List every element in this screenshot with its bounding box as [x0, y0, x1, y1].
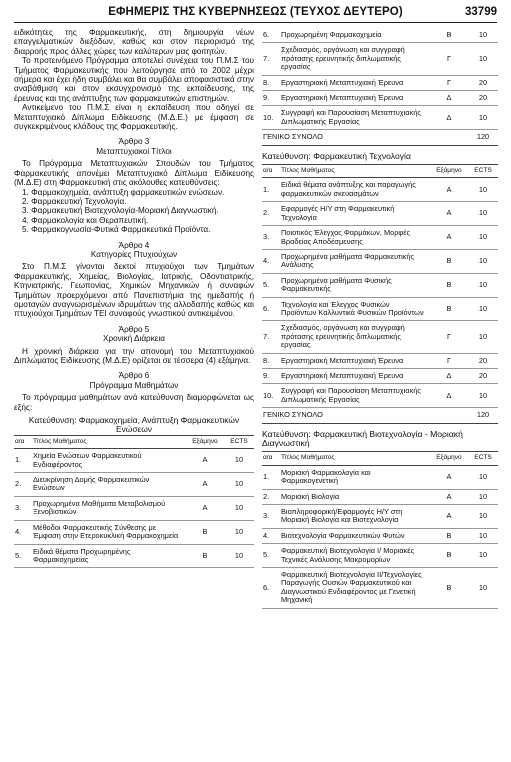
col-header-ects: ECTS: [468, 165, 498, 178]
table-row: [262, 368, 498, 383]
col-header-semester: Εξάμηνο: [430, 452, 468, 465]
ects-value: 10: [224, 449, 254, 473]
semester: Α: [186, 449, 224, 473]
ects-value: 10: [224, 544, 254, 568]
row-number: 5.: [262, 273, 280, 297]
semester: Α: [186, 473, 224, 497]
semester: Γ: [430, 321, 468, 353]
course-title: Σχεδιασμός, οργάνωση και συγγραφή πρότασης ερευνητικής διπλωματικής εργασίας: [280, 321, 430, 353]
ects-value: 10: [468, 202, 498, 226]
semester: Δ: [430, 384, 468, 408]
ects-value: 10: [468, 568, 498, 609]
ects-value: 10: [468, 178, 498, 202]
ects-value: 10: [468, 384, 498, 408]
semester: Β: [430, 568, 468, 609]
ects-value: 20: [468, 368, 498, 383]
left-column: [14, 28, 254, 568]
course-title: Βιοτεχνολογία Φαρμακευτικών Φυτών: [280, 528, 430, 543]
row-number: 4.: [14, 520, 32, 544]
ects-value: 10: [468, 273, 498, 297]
table-row: [14, 520, 254, 544]
course-title: Εργαστηριακή Μεταπτυχιακή Έρευνα: [280, 75, 430, 90]
semester: Β: [430, 544, 468, 568]
table-row: [262, 43, 498, 75]
total-value: 120: [468, 408, 498, 423]
ects-value: 10: [468, 106, 498, 130]
article-heading: Άρθρο 4: [118, 240, 150, 250]
row-number: 6.: [262, 297, 280, 321]
semester: Α: [430, 465, 468, 489]
course-title: Προχωρημένα Μαθήματα Μεταβολισμού Ξενοβιοτικών: [32, 496, 186, 520]
semester: Α: [430, 226, 468, 250]
semester: Α: [430, 178, 468, 202]
semester: Α: [430, 202, 468, 226]
course-title: Προχωρημένη Φαρμακοχημεία: [280, 28, 430, 43]
row-number: 3.: [262, 505, 280, 529]
table-row: [262, 321, 498, 353]
article-heading: Άρθρο 6: [118, 371, 150, 381]
semester: Β: [430, 273, 468, 297]
course-title: Μοριακή Βιολογία: [280, 489, 430, 504]
col-header-num: α/α: [262, 452, 280, 465]
paragraph: Το προτεινόμενο Πρόγραμμα αποτελεί συνέχεια του Π.Μ.Σ του Τμήματος Φαρμακευτικής που λειτούργησε από το 2002 μέχρι σήμερα και έχει ήδη συμβάλει και θα συμβάλει αποφασιστικά στην αναβάθμιση και στον εκσυγχρονισμό της εκπαίδευσης, της έρευνας και της ανάπτυξης των φαρμακευτικών επιστημών.: [14, 56, 254, 103]
semester: Β: [430, 297, 468, 321]
col-header-semester: Εξάμηνο: [186, 435, 224, 448]
semester: Δ: [430, 368, 468, 383]
row-number: 6.: [262, 568, 280, 609]
row-number: 2.: [262, 202, 280, 226]
row-number: 1.: [262, 465, 280, 489]
article-heading: Άρθρο 5: [118, 324, 150, 334]
course-title: Εργαστηριακή Μεταπτυχιακή Έρευνα: [280, 353, 430, 368]
ects-value: 10: [224, 496, 254, 520]
semester: Β: [430, 528, 468, 543]
specialization-item: 4. Φαρμακολογία και Θεραπευτική.: [22, 215, 149, 225]
ects-value: 10: [224, 520, 254, 544]
table-row: [14, 544, 254, 568]
semester: Δ: [430, 106, 468, 130]
ects-value: 10: [468, 505, 498, 529]
semester: Γ: [430, 353, 468, 368]
course-title: Φαρμακευτική Βιοτεχνολογία Ι/ Μοριακές Τεχνικές Ανάλυσης Μακρομορίων: [280, 544, 430, 568]
col-header-course: Τίτλος Μαθήματος: [280, 452, 430, 465]
semester: Γ: [430, 75, 468, 90]
course-title: Εργαστηριακή Μεταπτυχιακή Έρευνα: [280, 368, 430, 383]
paragraph: Το Πρόγραμμα Μεταπτυχιακών Σπουδών του Τμήματος Φαρμακευτικής απονέμει Μεταπτυχιακό Δίπλωμα Ειδίκευσης (Μ.Δ.Ε) στη Φαρμακευτική στις ακόλουθες κατευθύνσεις:: [14, 159, 254, 188]
direction-title: Κατεύθυνση: Φαρμακοχημεία, Ανάπτυξη Φαρμακευτικών Ενώσεων: [28, 415, 240, 435]
specialization-item: 5. Φαρμακογνωσία-Φυτικά Φαρμακευτικά Προϊόντα.: [22, 225, 211, 235]
semester: Δ: [430, 91, 468, 106]
page-number: 33799: [465, 6, 497, 18]
course-title: Τεχνολογία και Έλεγχος Φυσικών Προϊόντων Καλλυντικά Φυσικών Προϊόντων: [280, 297, 430, 321]
gazette-title: ΕΦΗΜΕΡΙΣ ΤΗΣ ΚΥΒΕΡΝΗΣΕΩΣ (ΤΕΥΧΟΣ ΔΕΥΤΕΡΟ): [108, 6, 403, 18]
table-row: [262, 353, 498, 368]
table-row: [262, 106, 498, 130]
row-number: 10.: [262, 384, 280, 408]
semester: Β: [430, 249, 468, 273]
course-table-pharmacochemistry-cont: [262, 28, 498, 146]
row-number: 5.: [262, 544, 280, 568]
col-header-num: α/α: [262, 165, 280, 178]
ects-value: 20: [468, 75, 498, 90]
col-header-num: α/α: [14, 435, 32, 448]
ects-value: 10: [468, 297, 498, 321]
col-header-semester: Εξάμηνο: [430, 165, 468, 178]
row-number: 4.: [262, 528, 280, 543]
semester: Α: [430, 489, 468, 504]
table-row: [262, 489, 498, 504]
semester: Β: [186, 520, 224, 544]
course-title: Φαρμακευτική Βιοτεχνολογία ΙΙ/Τεχνολογίες Παραγωγής Ουσιών Φαρμακευτικού και Διαγνωστικού Ενδιαφέροντος με Γενετική Μηχανική: [280, 568, 430, 609]
article-title: Χρονική Διάρκεια: [102, 334, 166, 344]
article-title: Πρόγραμμα Μαθημάτων: [89, 380, 179, 390]
table-row: [262, 75, 498, 90]
course-title: Μέθοδοι Φαρμακευτικής Σύνθεσης με Έμφαση στην Ετεροκυκλική Φαρμακοχημεία: [32, 520, 186, 544]
row-number: 4.: [262, 249, 280, 273]
course-table-technology: [262, 164, 498, 424]
course-table-biotechnology: [262, 451, 498, 608]
table-row: [262, 249, 498, 273]
course-title: Συγγραφή και Παρουσίαση Μεταπτυχιακής Διπλωματικής Εργασίας: [280, 384, 430, 408]
semester: Α: [430, 505, 468, 529]
course-title: Προχωρημένα μαθήματα Φυσικής Φαρμακευτικής: [280, 273, 430, 297]
specialization-item: 2. Φαρμακευτική Τεχνολογία.: [22, 196, 127, 206]
course-title: Εφαρμογές Η/Υ στη Φαρμακευτική Τεχνολογία: [280, 202, 430, 226]
course-title: Σχεδιασμός, οργάνωση και συγγραφή πρότασης ερευνητικής διπλωματικής εργασίας: [280, 43, 430, 75]
ects-value: 10: [468, 465, 498, 489]
article-title: Κατηγορίες Πτυχιούχων: [90, 249, 178, 259]
semester: Γ: [430, 43, 468, 75]
table-row: [14, 496, 254, 520]
article-title: Μεταπτυχιακοί Τίτλοι: [96, 146, 172, 156]
row-number: 6.: [262, 28, 280, 43]
row-number: 3.: [14, 496, 32, 520]
row-number: 3.: [262, 226, 280, 250]
row-number: 1.: [262, 178, 280, 202]
course-title: Προχωρημένα μαθήματα Φαρμακευτικής Ανάλυσης: [280, 249, 430, 273]
row-number: 9.: [262, 91, 280, 106]
table-row: [262, 91, 498, 106]
row-number: 1.: [14, 449, 32, 473]
row-number: 7.: [262, 43, 280, 75]
row-number: 7.: [262, 321, 280, 353]
total-row: [262, 130, 498, 145]
col-header-course: Τίτλος Μαθήματος: [32, 435, 186, 448]
semester: Β: [430, 28, 468, 43]
course-title: Χημεία Ενώσεων Φαρμακευτικού Ενδιαφέροντος: [32, 449, 186, 473]
col-header-ects: ECTS: [224, 435, 254, 448]
course-title: Διευκρίνηση Δομής Φαρμακευτικών Ενώσεων: [32, 473, 186, 497]
table-row: [262, 28, 498, 43]
table-row: [14, 473, 254, 497]
row-number: 10.: [262, 106, 280, 130]
table-row: [262, 297, 498, 321]
direction-title: Κατεύθυνση: Φαρμακευτική Τεχνολογία: [262, 150, 411, 161]
paragraph: Στο Π.Μ.Σ γίνονται δεκτοί πτυχιούχοι των Τμημάτων Φαρμακευτικής, Χημείας, Βιολογίας, Ιατρικής, Οδοντιατρικής, Κτηνιατρικής, Γεωπονίας, Χημικών Μηχανικών ή συναφών Τμημάτων προερχόμενοι από Πανεπιστήμια της ημεδαπής ή ομοταγών αναγνωρισμένων ιδρυμάτων της αλλοδαπής καθώς και πτυχιούχοι Τμημάτων ΤΕΙ συναφούς γνωστικού αντικειμένου.: [14, 262, 254, 319]
total-label: ΓΕΝΙΚΟ ΣΥΝΟΛΟ: [262, 130, 468, 145]
table-row: [262, 528, 498, 543]
ects-value: 10: [224, 473, 254, 497]
table-row: [262, 505, 498, 529]
table-row: [262, 465, 498, 489]
row-number: 9.: [262, 368, 280, 383]
semester: Β: [186, 544, 224, 568]
ects-value: 10: [468, 249, 498, 273]
table-row: [262, 273, 498, 297]
total-row: [262, 408, 498, 423]
row-number: 8.: [262, 353, 280, 368]
row-number: 2.: [262, 489, 280, 504]
paragraph: ειδικότητες της Φαρμακευτικής, στη δημιουργία νέων επαγγελματικών διεξόδων, καθώς και στον περιορισμό της διαρροής προς άλλες χώρες των καλύτερων μας φοιτητών.: [14, 28, 254, 56]
paragraph: Το πρόγραμμα μαθημάτων ανά κατεύθυνση διαμορφώνεται ως εξής:: [14, 393, 254, 412]
row-number: 8.: [262, 75, 280, 90]
specialization-item: 1. Φαρμακοχημεία, ανάπτυξη φαρμακευτικών ενώσεων.: [22, 187, 225, 197]
ects-value: 20: [468, 353, 498, 368]
ects-value: 10: [468, 321, 498, 353]
course-title: Ειδικά θέματα ανάπτυξης και παραγωγής φαρμακευτικών σκευασμάτων: [280, 178, 430, 202]
table-row: [262, 226, 498, 250]
total-value: 120: [468, 130, 498, 145]
course-title: Συγγραφή και Παρουσίαση Μεταπτυχιακής Διπλωματικής Εργασίας: [280, 106, 430, 130]
table-row: [262, 384, 498, 408]
article-heading: Άρθρο 3: [118, 137, 150, 147]
specialization-item: 3. Φαρμακευτική Βιοτεχνολογία-Μοριακή Διαγνωστική.: [22, 206, 219, 216]
specialization-list: [14, 188, 254, 235]
paragraph: Η χρονική διάρκεια για την απονομή του Μεταπτυχιακού Διπλώματος Ειδίκευσης (Μ.Δ.Ε) ορίζεται σε τέσσερα (4) εξάμηνα.: [14, 346, 254, 365]
course-title: Εργαστηριακή Μεταπτυχιακή Έρευνα: [280, 91, 430, 106]
page-header: [14, 6, 497, 23]
row-number: 2.: [14, 473, 32, 497]
table-row: [262, 178, 498, 202]
course-title: Ποιοτικός Έλεγχος Φαρμάκων, Μορφές Βραδείας Αποδέσμευσης: [280, 226, 430, 250]
ects-value: 10: [468, 544, 498, 568]
total-label: ΓΕΝΙΚΟ ΣΥΝΟΛΟ: [262, 408, 468, 423]
course-table-pharmacochemistry: [14, 435, 254, 568]
col-header-course: Τίτλος Μαθήματος: [280, 165, 430, 178]
right-column: [262, 28, 498, 609]
table-row: [14, 449, 254, 473]
ects-value: 20: [468, 91, 498, 106]
ects-value: 10: [468, 226, 498, 250]
semester: Α: [186, 496, 224, 520]
ects-value: 10: [468, 28, 498, 43]
ects-value: 10: [468, 528, 498, 543]
paragraph: Αντικείμενο του Π.Μ.Σ είναι η εκπαίδευση που οδηγεί σε Μεταπτυχιακό Δίπλωμα Ειδίκευσης (Μ.Δ.Ε.) με έμφαση σε συγκεκριμένους κλάδους της Φαρμακευτικής.: [14, 103, 254, 132]
course-title: Βιοπληροφορική/Εφαρμογές Η/Υ στη Μοριακή Βιολογία και Βιοτεχνολογία: [280, 505, 430, 529]
row-number: 5.: [14, 544, 32, 568]
ects-value: 10: [468, 489, 498, 504]
direction-title: Κατεύθυνση: Φαρμακευτική Βιοτεχνολογία - Μοριακή Διαγνωστική: [262, 428, 463, 448]
course-title: Μοριακή Φαρμακολογία και Φαρμακογενετική: [280, 465, 430, 489]
table-row: [262, 568, 498, 609]
col-header-ects: ECTS: [468, 452, 498, 465]
ects-value: 10: [468, 43, 498, 75]
table-row: [262, 544, 498, 568]
table-row: [262, 202, 498, 226]
course-title: Ειδικά θέματα Προχωρημένης Φαρμακοχημείας: [32, 544, 186, 568]
